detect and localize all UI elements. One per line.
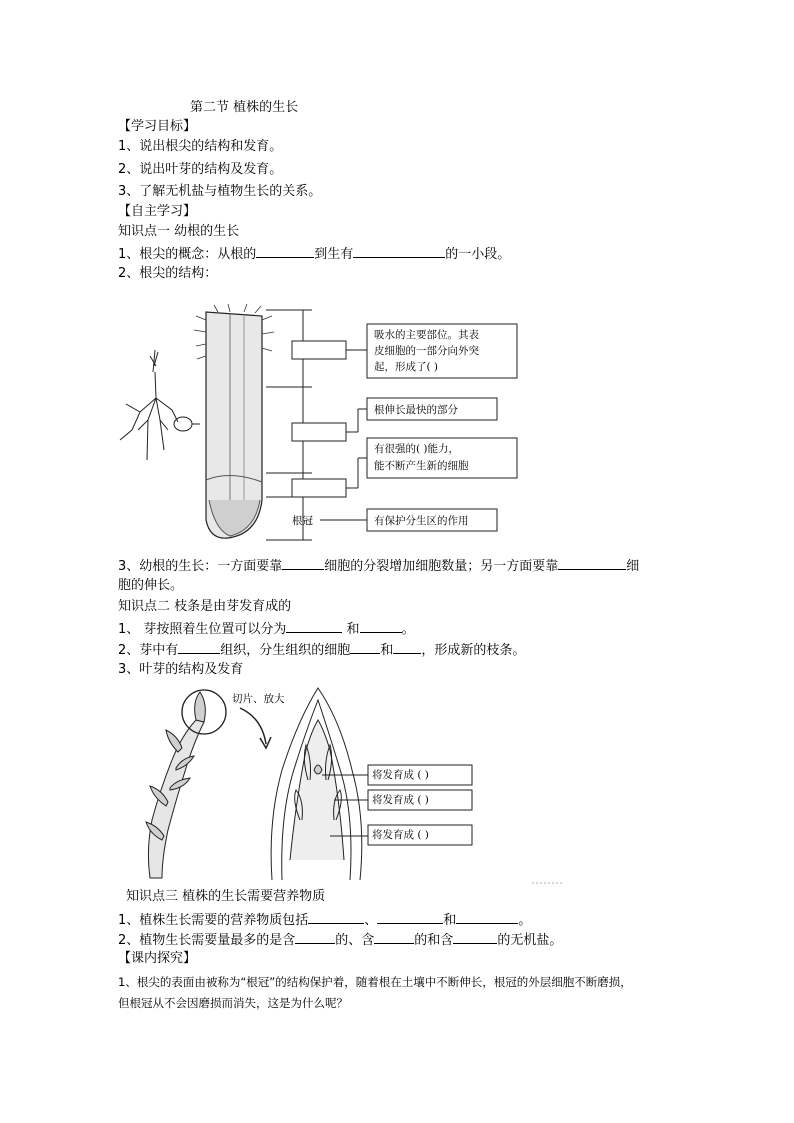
explore-question-1-cont: 但根冠从不会因磨损而消失，这是为什么呢？	[118, 996, 348, 1010]
page-title: 第二节 植株的生长	[190, 100, 299, 115]
text: 3、幼根的生长：一方面要靠	[118, 559, 283, 574]
text: 和	[443, 913, 457, 928]
text: 的一小段。	[445, 247, 511, 262]
text: 能不断产生新的细胞	[374, 460, 469, 472]
kp1-question-2: 2、根尖的结构：	[118, 266, 218, 281]
text: 1、根尖的概念：从根的	[118, 247, 257, 262]
blank[interactable]	[453, 930, 497, 944]
bud-label-2: 将发育成 ( )	[372, 794, 429, 806]
branch-illustration	[146, 690, 226, 878]
blank[interactable]	[377, 910, 443, 924]
text: 2、植物生长需要量最多的是含	[118, 933, 296, 948]
text: 皮细胞的一部分向外突	[374, 345, 479, 357]
description-elongation: 根伸长最快的部分	[374, 404, 458, 416]
goal-item: 1、说出根尖的结构和发育。	[118, 139, 283, 154]
text: 有很强的( )能力，	[374, 443, 460, 455]
root-cap-label: 根冠	[292, 515, 313, 527]
text: 和	[346, 622, 360, 637]
text: 2、芽中有	[118, 643, 179, 658]
text: 细	[626, 559, 640, 574]
text: ，形成新的枝条。	[421, 643, 526, 658]
text: 的无机盐。	[497, 933, 563, 948]
blank[interactable]	[456, 910, 518, 924]
bud-section-illustration	[271, 688, 362, 880]
knowledge-point-1-title: 知识点一 幼根的生长	[118, 224, 240, 239]
text: 吸水的主要部位。其表	[374, 329, 479, 341]
explore-heading: 【课内探究】	[118, 951, 197, 966]
text: 和	[380, 643, 394, 658]
text: 起，形成了( )	[374, 361, 439, 373]
arrow-icon	[240, 708, 266, 744]
self-study-heading: 【自主学习】	[118, 204, 197, 219]
text: 1、 芽按照着生位置可以分为	[118, 622, 287, 637]
description-root-cap: 有保护分生区的作用	[374, 515, 469, 527]
kp3-question-1	[118, 910, 531, 930]
bud-label-3: 将发育成 ( )	[372, 829, 429, 841]
text: 1、植株生长需要的营养物质包括	[118, 913, 309, 928]
text: 细胞的分裂增加细胞数量；另一方面要靠	[324, 559, 559, 574]
text: 到生有	[314, 247, 354, 262]
text: 的、含	[335, 933, 375, 948]
blank[interactable]	[308, 910, 364, 924]
goal-item: 3、了解无机盐与植物生长的关系。	[118, 184, 322, 199]
goal-item: 2、说出叶芽的结构及发育。	[118, 162, 283, 177]
blank[interactable]	[295, 930, 335, 944]
kp2-question-3: 3、叶芽的结构及发育	[118, 662, 244, 677]
text: 的和含	[414, 933, 454, 948]
kp1-question-3-cont: 胞的伸长。	[118, 578, 184, 593]
text: 、	[364, 913, 378, 928]
text: 组织，分生组织的细胞	[220, 643, 351, 658]
knowledge-point-3-title: 知识点三 植株的生长需要营养物质	[126, 889, 326, 904]
blank[interactable]	[374, 930, 414, 944]
explore-question-1: 1、根尖的表面由被称为“根冠”的结构保护着，随着根在土壤中不断伸长，根冠的外层细胞不断磨损，	[118, 975, 632, 989]
text: 。	[518, 913, 532, 928]
kp3-question-2	[118, 930, 562, 950]
text: 。	[401, 622, 415, 637]
knowledge-point-2-title: 知识点二 枝条是由芽发育成的	[118, 599, 292, 614]
goals-heading: 【学习目标】	[118, 119, 197, 134]
bud-caption: 切片、放大	[232, 693, 285, 705]
bud-label-1: 将发育成 ( )	[372, 769, 429, 781]
